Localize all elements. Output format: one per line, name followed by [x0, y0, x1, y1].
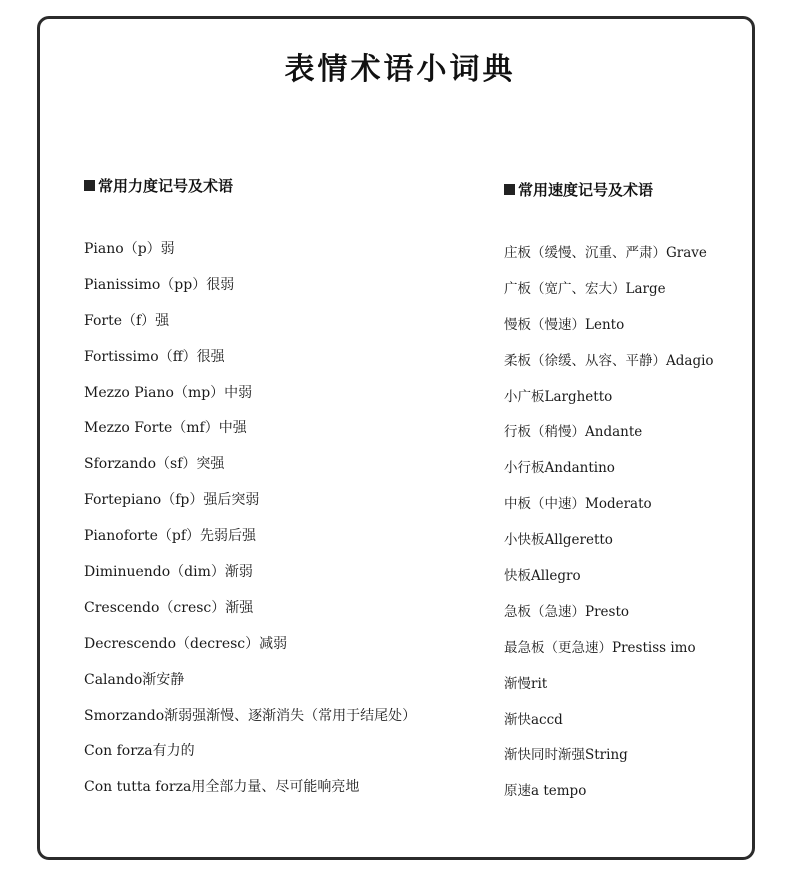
tempo-term: 广板（宽广、宏大）Large: [504, 280, 666, 297]
dynamics-term: Fortissimo（ff）很强: [84, 348, 225, 365]
dynamics-term: Diminuendo（dim）渐弱: [84, 564, 253, 581]
dynamics-term: Pianoforte（pf）先弱后强: [84, 528, 257, 545]
page-title: 表情术语小词典: [284, 52, 516, 87]
dynamics-term: Mezzo Piano（mp）中弱: [84, 384, 253, 401]
tempo-term: 庄板（缓慢、沉重、严肃）Grave: [504, 245, 707, 261]
dynamics-term: Calando渐安静: [84, 671, 185, 688]
tempo-term: 快板Allegro: [504, 568, 581, 585]
dynamics-term: Pianissimo（pp）很弱: [84, 276, 235, 293]
dynamics-term: Con tutta forza用全部力量、尽可能响亮地: [84, 779, 360, 796]
dynamics-term: Piano（p）弱: [84, 241, 175, 257]
black-square-icon: [504, 184, 515, 195]
tempo-term: 柔板（徐缓、从容、平静）Adagio: [504, 352, 714, 369]
dynamics-term: Sforzando（sf）突强: [84, 456, 225, 473]
tempo-term: 渐慢rit: [504, 675, 548, 692]
dynamics-term: Decrescendo（decresc）减弱: [84, 635, 288, 652]
tempo-term: 行板（稍慢）Andante: [504, 424, 643, 441]
tempo-term: 原速a tempo: [504, 783, 587, 800]
tempo-term: 小行板Andantino: [504, 460, 615, 477]
tempo-term: 小广板Larghetto: [504, 388, 613, 405]
dynamics-term: Crescendo（cresc）渐强: [84, 599, 254, 616]
dynamics-term: Con forza有力的: [84, 743, 195, 760]
dynamics-heading-label: 常用力度记号及术语: [98, 176, 234, 195]
dynamics-term: Forte（f）强: [84, 312, 170, 329]
tempo-term: 慢板（慢速）Lento: [504, 316, 625, 333]
tempo-heading-label: 常用速度记号及术语: [518, 180, 654, 199]
tempo-term: 最急板（更急速）Prestiss imo: [504, 639, 696, 656]
dynamics-heading: [84, 174, 464, 196]
dynamics-term: Fortepiano（fp）强后突弱: [84, 492, 260, 509]
tempo-column: [504, 178, 774, 816]
dynamics-column: [84, 174, 464, 812]
dynamics-term: Mezzo Forte（mf）中强: [84, 420, 247, 437]
dynamics-term: Smorzando渐弱强渐慢、逐渐消失（常用于结尾处）: [84, 707, 417, 724]
tempo-term: 渐快accd: [504, 711, 563, 728]
tempo-term: 小快板Allgeretto: [504, 532, 613, 549]
black-square-icon: [84, 180, 95, 191]
dynamics-list: [84, 238, 464, 812]
tempo-term: 渐快同时渐强String: [504, 747, 628, 764]
tempo-list: [504, 242, 774, 816]
tempo-heading: [504, 178, 774, 200]
tempo-term: 急板（急速）Presto: [504, 603, 630, 620]
tempo-term: 中板（中速）Moderato: [504, 496, 652, 513]
